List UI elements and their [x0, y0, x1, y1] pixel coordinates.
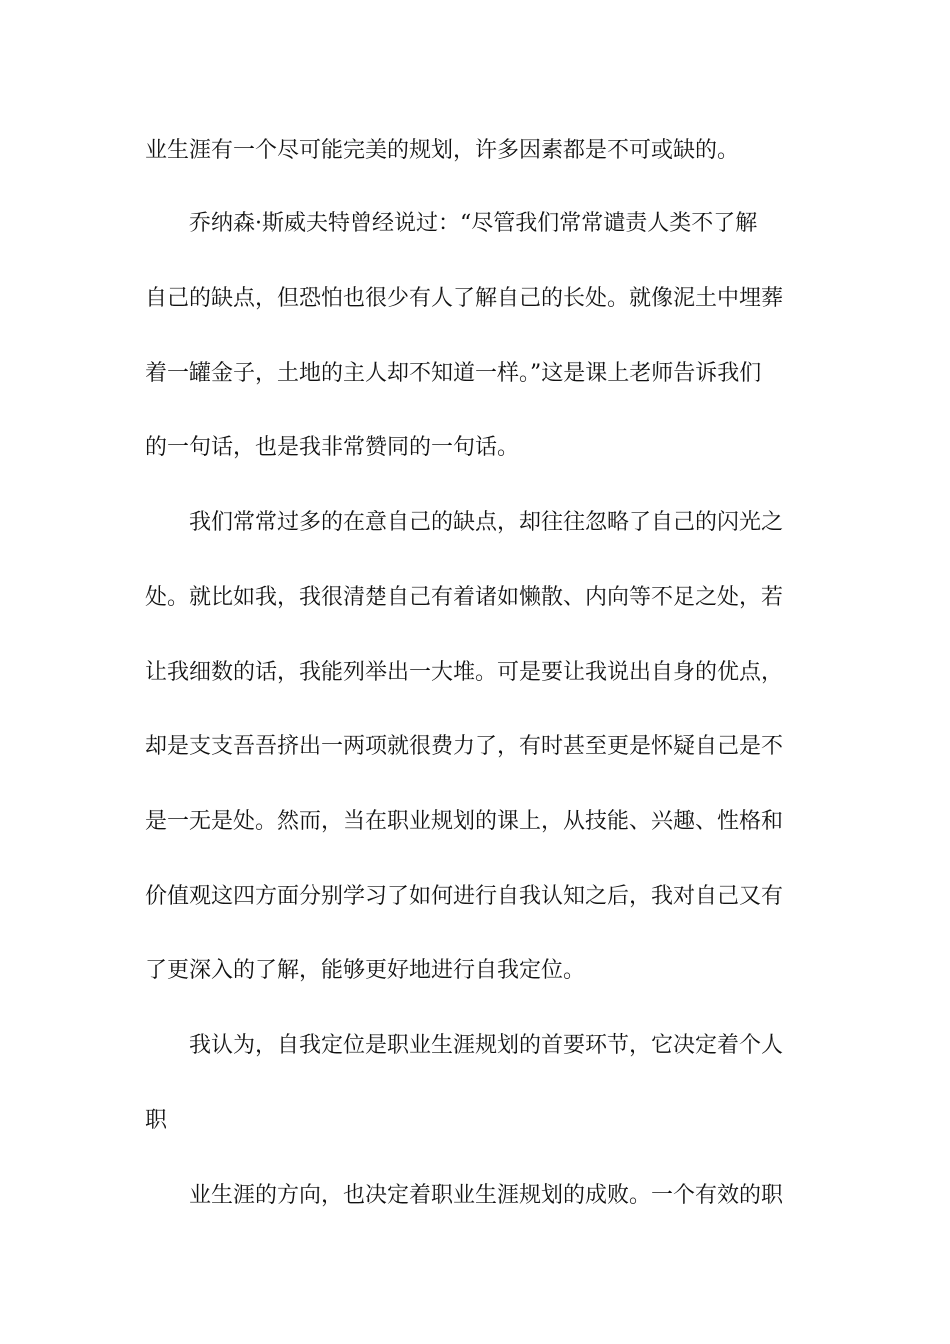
text-line-3: 自己的缺点，但恐怕也很少有人了解自己的长处。就像泥土中埋葬: [145, 286, 784, 311]
text-line-10: 是一无是处。然而，当在职业规划的课上，从技能、兴趣、性格和: [145, 809, 784, 834]
text-line-1: 业生涯有一个尽可能完美的规划，许多因素都是不可或缺的。: [145, 138, 740, 163]
text-line-14: 职: [145, 1108, 168, 1133]
text-line-7: 处。就比如我，我很清楚自己有着诸如懒散、内向等不足之处，若: [145, 585, 784, 610]
text-line-13: 我认为，自我定位是职业生涯规划的首要环节，它决定着个人: [189, 1033, 784, 1058]
text-line-4: 着一罐金子，土地的主人却不知道一样。”这是课上老师告诉我们: [145, 361, 762, 386]
text-line-12: 了更深入的了解，能够更好地进行自我定位。: [145, 958, 586, 983]
text-line-6: 我们常常过多的在意自己的缺点，却往往忽略了自己的闪光之: [189, 510, 784, 535]
text-line-15: 业生涯的方向，也决定着职业生涯规划的成败。一个有效的职: [189, 1183, 784, 1208]
text-line-5: 的一句话，也是我非常赞同的一句话。: [145, 435, 520, 460]
text-line-9: 却是支支吾吾挤出一两项就很费力了，有时甚至更是怀疑自己是不: [145, 734, 784, 759]
text-line-8: 让我细数的话，我能列举出一大堆。可是要让我说出自身的优点，: [145, 660, 784, 685]
text-line-11: 价值观这四方面分别学习了如何进行自我认知之后，我对自己又有: [145, 884, 784, 909]
text-line-2: 乔纳森·斯威夫特曾经说过：“尽管我们常常谴责人类不了解: [189, 211, 758, 236]
